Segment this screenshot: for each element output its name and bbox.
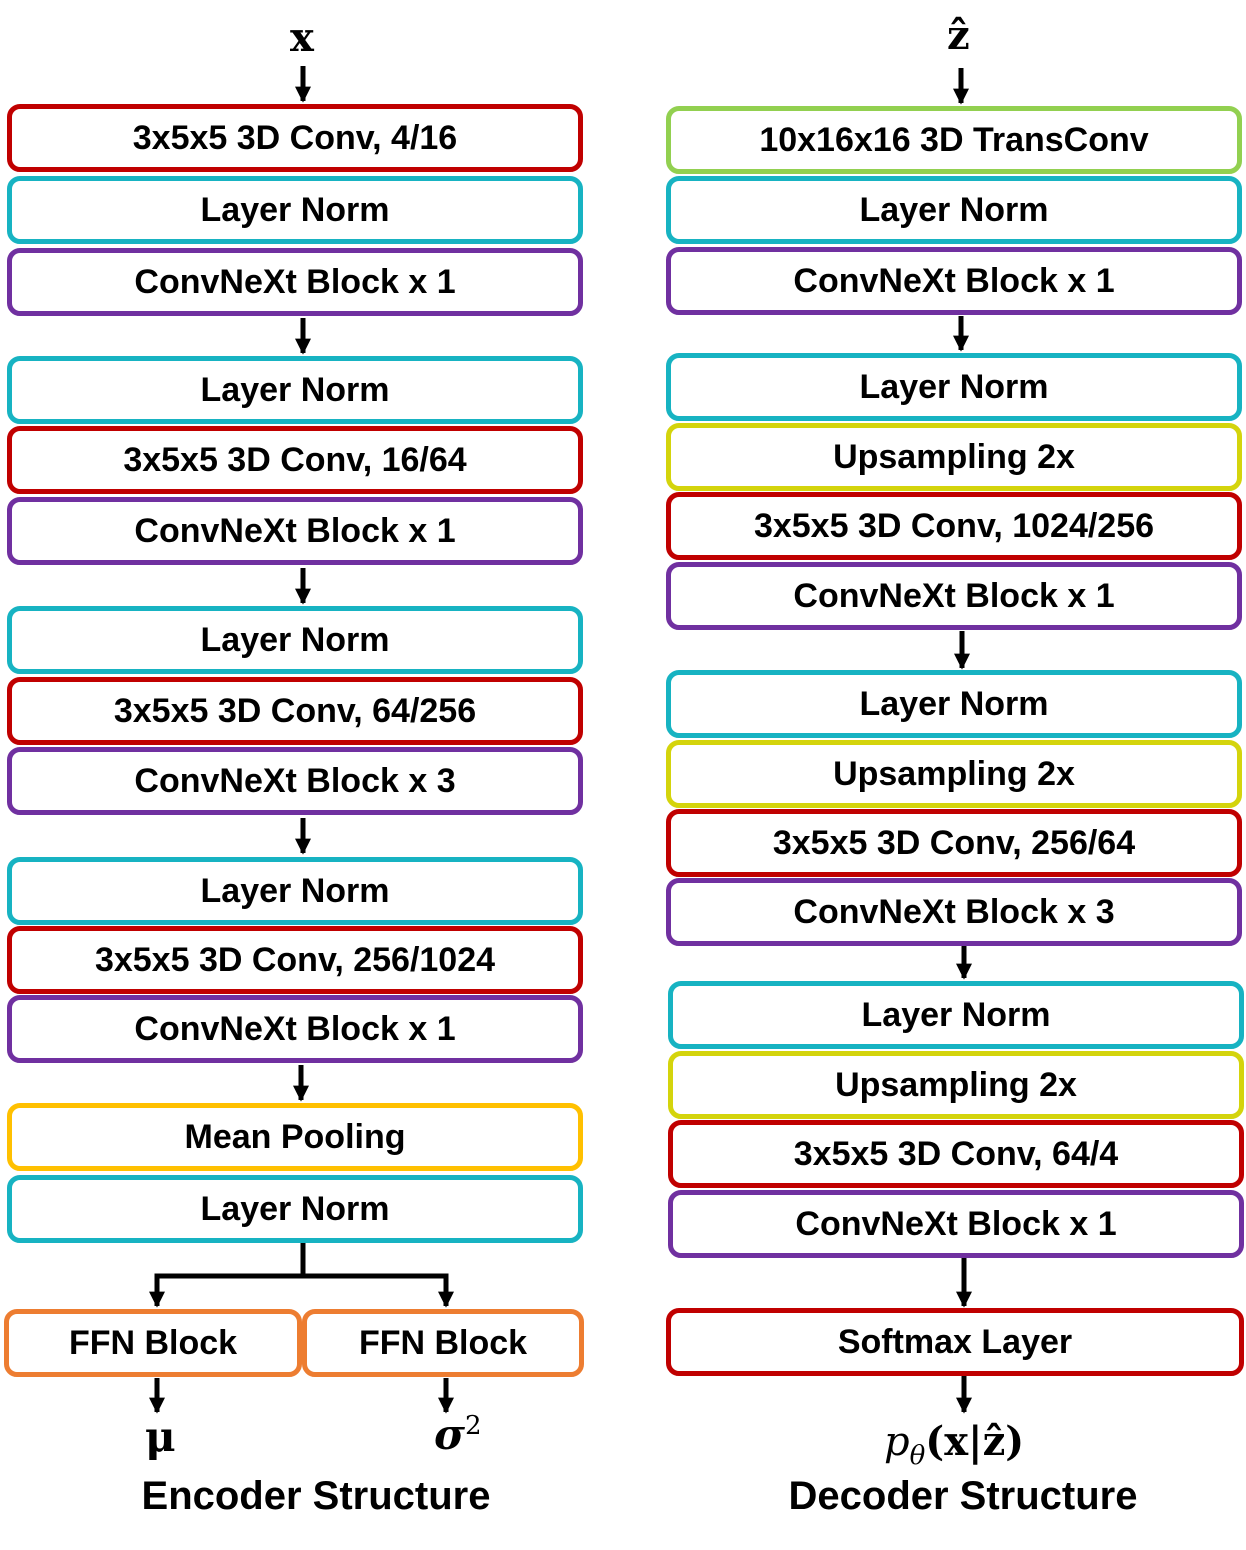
enc-conv-16-64: 3x5x5 3D Conv, 16/64	[7, 426, 583, 494]
enc-convnext-block-4: ConvNeXt Block x 1	[7, 995, 583, 1063]
dec-convnext-block-2: ConvNeXt Block x 1	[666, 562, 1242, 630]
enc-conv-256-1024: 3x5x5 3D Conv, 256/1024	[7, 926, 583, 994]
dec-conv-1024-256: 3x5x5 3D Conv, 1024/256	[666, 492, 1242, 560]
dec-convnext-block-4: ConvNeXt Block x 1	[668, 1190, 1244, 1258]
dec-layer-norm-4: Layer Norm	[668, 981, 1244, 1049]
decoder-input-label: ẑ	[947, 12, 970, 59]
dec-upsampling-3: Upsampling 2x	[668, 1051, 1244, 1119]
enc-ffn-block-sigma: FFN Block	[302, 1309, 584, 1377]
dec-conv-64-4: 3x5x5 3D Conv, 64/4	[668, 1120, 1244, 1188]
dec-transconv: 10x16x16 3D TransConv	[666, 106, 1242, 174]
enc-conv-64-256: 3x5x5 3D Conv, 64/256	[7, 677, 583, 745]
decoder-caption: Decoder Structure	[788, 1474, 1138, 1518]
dec-softmax-layer: Softmax Layer	[666, 1308, 1244, 1376]
theta-subscript: θ	[909, 1441, 926, 1471]
enc-layer-norm-5: Layer Norm	[7, 1175, 583, 1243]
dec-layer-norm-2: Layer Norm	[666, 353, 1242, 421]
dec-upsampling-1: Upsampling 2x	[666, 423, 1242, 491]
sigma-symbol: σ	[434, 1410, 465, 1459]
enc-layer-norm-3: Layer Norm	[7, 606, 583, 674]
prob-symbol: p	[884, 1419, 910, 1465]
enc-mean-pooling: Mean Pooling	[7, 1103, 583, 1171]
enc-convnext-block-1: ConvNeXt Block x 1	[7, 248, 583, 316]
dec-conv-256-64: 3x5x5 3D Conv, 256/64	[666, 809, 1242, 877]
sigma-exponent: 2	[464, 1411, 482, 1441]
decoder-output-label	[884, 1418, 1024, 1471]
enc-split-line	[157, 1243, 303, 1306]
enc-convnext-block-3: ConvNeXt Block x 3	[7, 747, 583, 815]
dec-layer-norm-1: Layer Norm	[666, 176, 1242, 244]
conditional-expr: (x|ẑ)	[925, 1418, 1025, 1465]
enc-layer-norm-1: Layer Norm	[7, 176, 583, 244]
encoder-caption: Encoder Structure	[141, 1474, 491, 1518]
enc-split-line-right	[303, 1276, 446, 1306]
encoder-input-label: x	[290, 14, 314, 61]
enc-convnext-block-2: ConvNeXt Block x 1	[7, 497, 583, 565]
dec-convnext-block-3: ConvNeXt Block x 3	[666, 878, 1242, 946]
dec-convnext-block-1: ConvNeXt Block x 1	[666, 247, 1242, 315]
dec-layer-norm-3: Layer Norm	[666, 670, 1242, 738]
enc-ffn-block-mu: FFN Block	[4, 1309, 302, 1377]
enc-layer-norm-4: Layer Norm	[7, 857, 583, 925]
enc-conv-4-16: 3x5x5 3D Conv, 4/16	[7, 104, 583, 172]
dec-upsampling-2: Upsampling 2x	[666, 740, 1242, 808]
sigma-output-label	[434, 1410, 482, 1459]
enc-layer-norm-2: Layer Norm	[7, 356, 583, 424]
mu-output-label: μ	[145, 1412, 176, 1461]
